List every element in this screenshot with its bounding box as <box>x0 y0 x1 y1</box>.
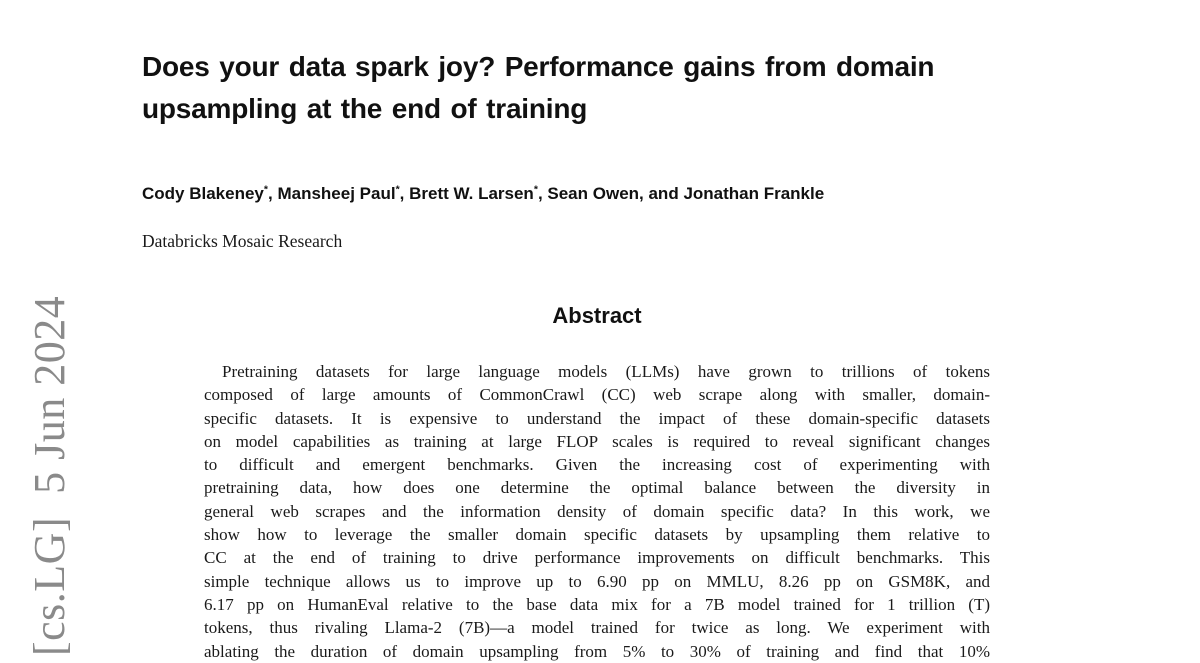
abstract-line: Pretraining datasets for large language models (LLMs) have grown to trillions of tokens <box>222 362 990 381</box>
paper-title <box>142 46 1102 130</box>
author-footnote-marker: * <box>533 183 538 196</box>
author-name: Brett W. Larsen <box>409 184 534 203</box>
abstract-line: composed of large amounts of CommonCrawl (CC) web scrape along with smaller, domain- <box>204 385 990 405</box>
abstract-line: pretraining data, how does one determine the optimal balance between the diversity in <box>204 478 990 498</box>
abstract-line: general web scrapes and the information density of domain specific data? In this work, we <box>204 501 990 521</box>
author-name: Mansheej Paul <box>277 184 396 203</box>
author <box>547 184 683 203</box>
author-list <box>142 184 1142 204</box>
abstract-line: simple technique allows us to improve up to 6.90 pp on MMLU, 8.26 pp on GSM8K, and <box>204 571 990 591</box>
author-separator: , and <box>639 184 684 203</box>
author <box>409 184 547 203</box>
author <box>277 184 409 203</box>
paper-title-line-2: upsampling at the end of training <box>142 93 588 124</box>
author-name: Sean Owen <box>547 184 640 203</box>
abstract-body <box>204 360 990 663</box>
author-footnote-marker: * <box>263 183 268 196</box>
author-separator: , <box>399 184 410 203</box>
author-name: Cody Blakeney <box>142 184 264 203</box>
author-name: Jonathan Frankle <box>683 184 825 203</box>
abstract-line: specific datasets. It is expensive to understand the impact of these domain-specific datasets <box>204 408 990 428</box>
abstract-line: 6.17 pp on HumanEval relative to the base data mix for a 7B model trained for 1 trillion (T) <box>204 594 990 614</box>
author-footnote-marker: * <box>395 183 400 196</box>
arxiv-watermark: [cs.LG] 5 Jun 2024 <box>25 295 74 656</box>
abstract-line: show how to leverage the smaller domain specific datasets by upsampling them relative to <box>204 525 990 545</box>
author <box>142 184 277 203</box>
abstract-line: ablating the duration of domain upsampling from 5% to 30% of training and find that 10% <box>204 641 990 661</box>
abstract-line: tokens, thus rivaling Llama-2 (7B)—a model trained for twice as long. We experiment with <box>204 618 990 638</box>
author-separator: , <box>268 184 278 203</box>
affiliation: Databricks Mosaic Research <box>142 231 343 251</box>
abstract-line: to difficult and emergent benchmarks. Given the increasing cost of experimenting with <box>204 455 990 475</box>
abstract-line: on model capabilities as training at large FLOP scales is required to reveal significant changes <box>204 431 990 451</box>
abstract-heading: Abstract <box>552 303 642 328</box>
abstract-line: CC at the end of training to drive performance improvements on difficult benchmarks. This <box>204 548 990 568</box>
paper-title-line-1: Does your data spark joy? Performance gains from domain <box>142 51 935 82</box>
author-separator: , <box>537 184 548 203</box>
author <box>683 184 824 203</box>
